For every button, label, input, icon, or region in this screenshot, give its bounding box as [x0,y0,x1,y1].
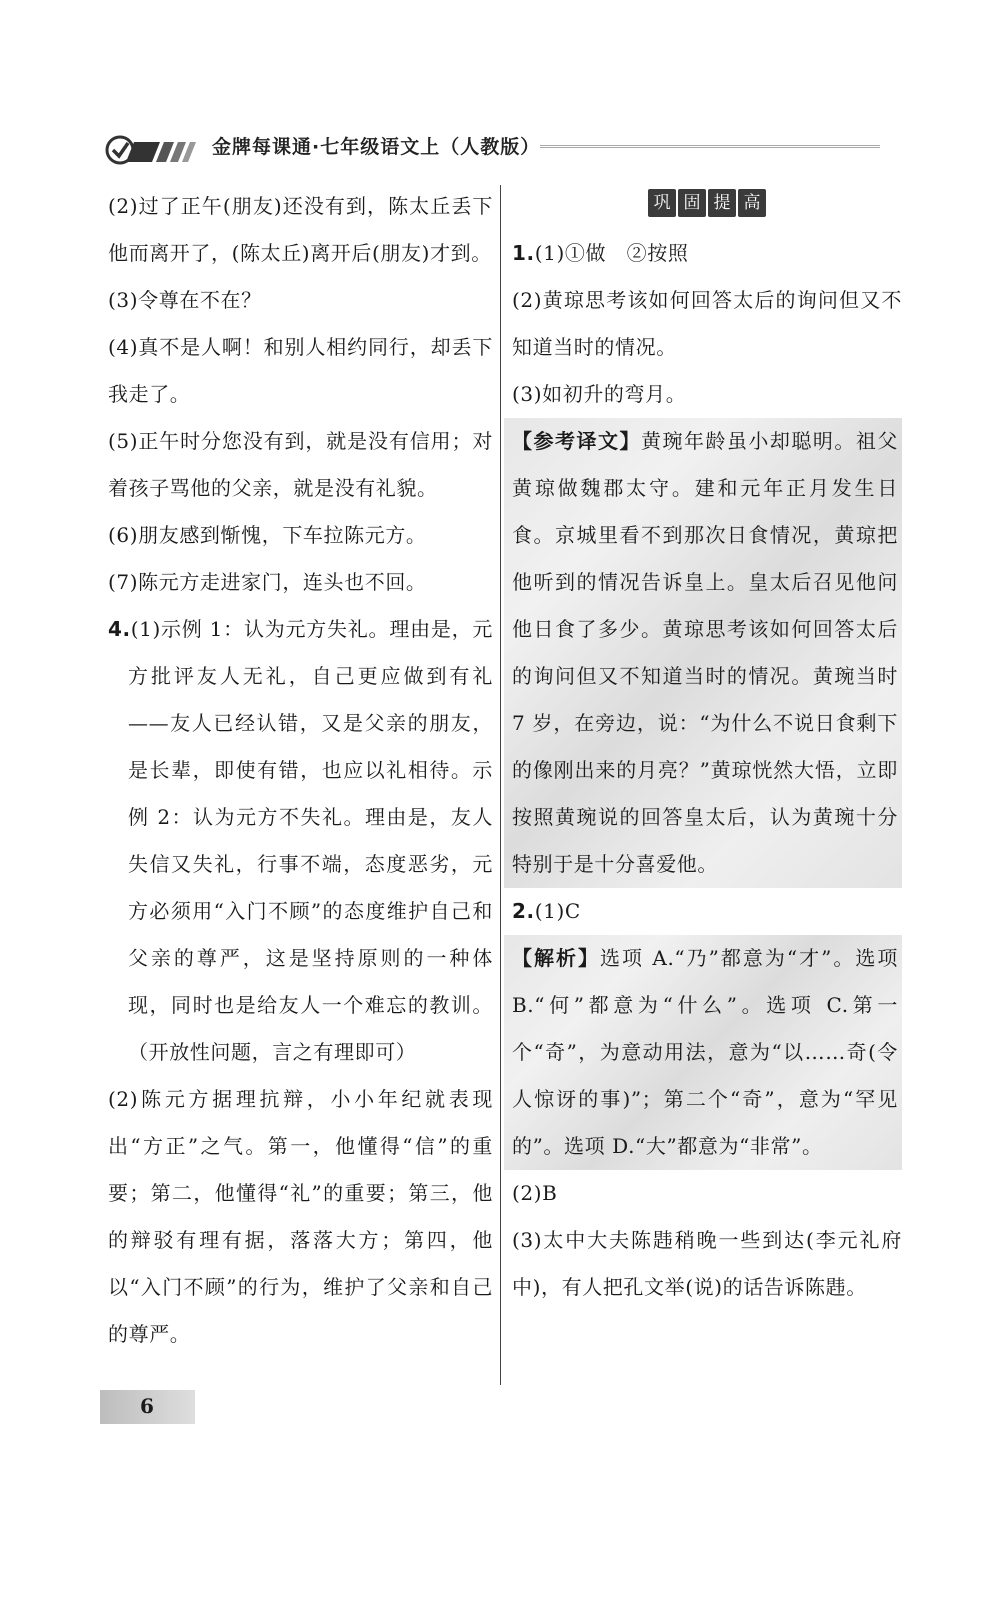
answer-3-2: (2)过了正午(朋友)还没有到，陈太丘丢下他而离开了，(陈太丘)离开后(朋友)才到。 [108,194,493,265]
answer-2-2: (2)B [512,1181,558,1205]
answer-2-1 [512,888,902,935]
section-title-char: 高 [738,189,766,217]
section-title-char: 提 [708,189,736,217]
answer-1-2: (2)黄琼思考该如何回答太后的询问但又不知道当时的情况。 [512,288,902,359]
header-rule [540,145,880,148]
section-title-char: 固 [678,189,706,217]
answer-2-3: (3)太中大夫陈韪稍晚一些到达(李元礼府中)，有人把孔文举(说)的话告诉陈韪。 [512,1228,902,1299]
answer-1-1 [512,230,902,277]
answer-3-3: (3)令尊在不在？ [108,288,262,312]
column-divider [500,185,501,1385]
header-title: 金牌每课通·七年级语文上（人教版） [212,136,541,158]
left-column [108,183,493,1358]
analysis-tag: 【解析】 [512,946,601,970]
answer-3-7: (7)陈元方走进家门，连头也不回。 [108,570,427,594]
analysis-text: 选项 A.“乃”都意为“才”。选项 B.“何”都意为“什么”。选项 C.第一个“奇”，为意动用法，意为“以……奇(令人惊讶的事)”；第二个“奇”，意为“罕见的”。选项 D.“大”都意为“非常”。 [512,946,898,1158]
medal-logo-icon [100,128,210,172]
answer-text: (1)示例 1：认为元方失礼。理由是，元方批评友人无礼，自己更应做到有礼——友人已经认错，又是父亲的朋友，是长辈，即使有错，也应以礼相待。示例 2：认为元方不失礼。理由是，友人失信又失礼，行事不端，态度恶劣，元方必须用“入门不顾”的态度维护自己和父亲的尊严，这是坚持原则的一种体现，同时也是给友人一个难忘的教训。（开放性问题，言之有理即可） [128,617,493,1064]
translation-text: 黄琬年龄虽小却聪明。祖父黄琼做魏郡太守。建和元年正月发生日食。京城里看不到那次日食情况，黄琼把他听到的情况告诉皇上。皇太后召见他问他日食了多少。黄琼思考该如何回答太后的询问但又不知道当时的情况。黄琬当时 7 岁，在旁边，说：“为什么不说日食剩下的像刚出来的月亮？”黄琼恍然大悟，立即按照黄琬说的回答皇太后，认为黄琬十分特别于是十分喜爱他。 [512,429,898,876]
answer-1-3: (3)如初升的弯月。 [512,382,687,406]
analysis [504,935,902,1170]
answer-text: (1)①做 ②按照 [534,241,689,265]
page-header [100,120,880,170]
answer-4-2: (2)陈元方据理抗辩，小小年纪就表现出“方正”之气。第一，他懂得“信”的重要；第二，他懂得“礼”的重要；第三，他的辩驳有理有据，落落大方；第四，他以“入门不顾”的行为，维护了父亲和自己的尊严。 [108,1087,493,1346]
right-column [512,183,902,1311]
reference-translation [504,418,902,888]
question-number: 2. [512,899,535,923]
answer-3-4: (4)真不是人啊！和别人相约同行，却丢下我走了。 [108,335,493,406]
answer-3-5: (5)正午时分您没有到，就是没有信用；对着孩子骂他的父亲，就是没有礼貌。 [108,429,493,500]
page-number-box [100,1390,195,1424]
question-number: 1. [512,241,535,265]
section-title [512,183,902,223]
section-title-char: 巩 [648,189,676,217]
page-number: 6 [140,1394,154,1418]
question-number: 4. [108,617,131,641]
answer-3-6: (6)朋友感到惭愧，下车拉陈元方。 [108,523,427,547]
answer-text: (1)C [534,899,581,923]
translation-tag: 【参考译文】 [512,429,641,453]
answer-4-1 [108,606,493,1076]
